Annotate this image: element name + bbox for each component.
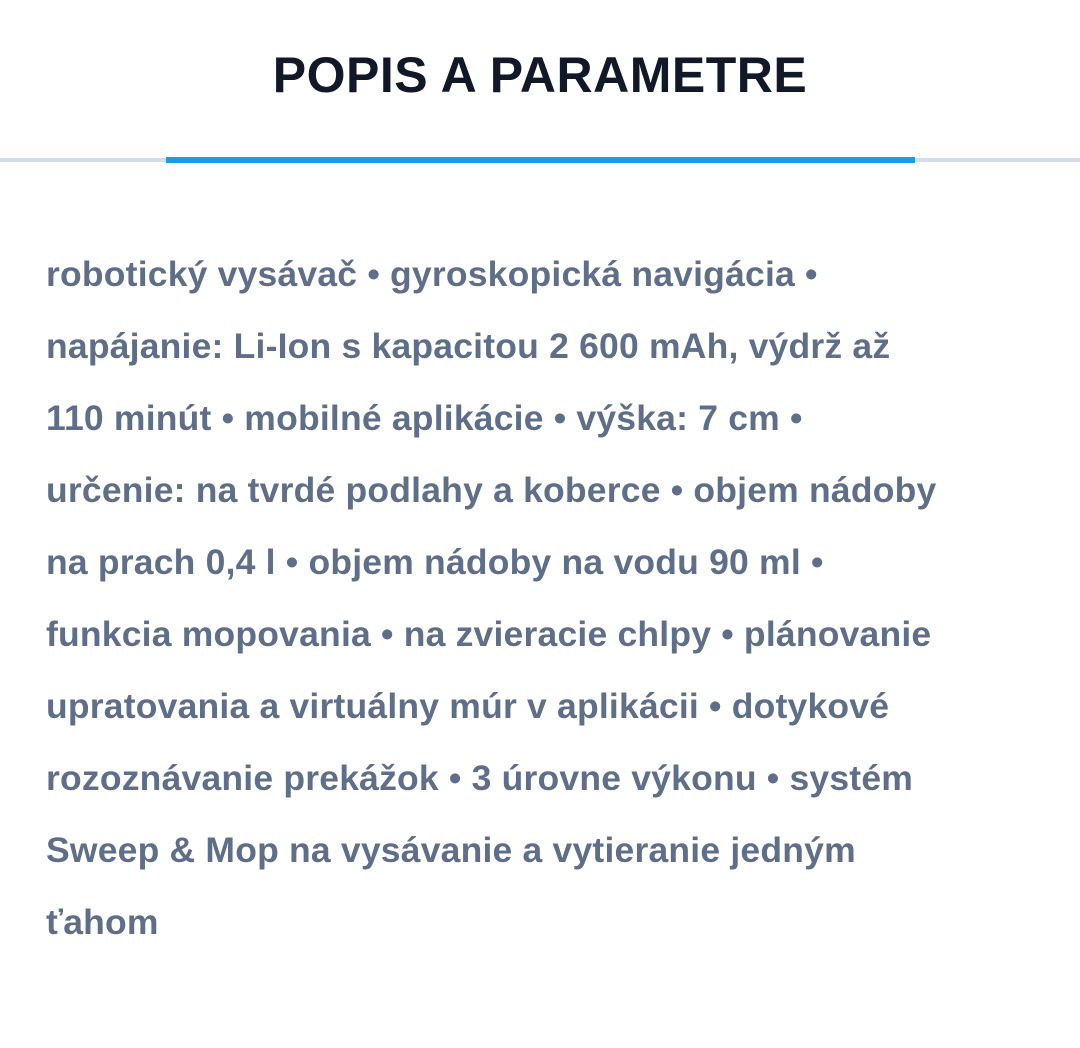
active-tab-indicator: [166, 157, 915, 163]
description-line: 110 minút • mobilné aplikácie • výška: 7 cm •: [46, 398, 803, 438]
product-description: [46, 238, 1046, 958]
section-header: [0, 0, 1080, 158]
description-line: určenie: na tvrdé podlahy a koberce • objem nádoby: [46, 470, 937, 510]
description-line: funkcia mopovania • na zvieracie chlpy • plánovanie: [46, 614, 932, 654]
section-title: POPIS A PARAMETRE: [272, 47, 808, 103]
description-line: napájanie: Li-Ion s kapacitou 2 600 mAh, výdrž až: [46, 326, 891, 366]
description-line: na prach 0,4 l • objem nádoby na vodu 90 ml •: [46, 542, 824, 582]
description-line: ťahom: [46, 902, 159, 942]
description-line: robotický vysávač • gyroskopická navigácia •: [46, 254, 818, 294]
description-line: Sweep & Mop na vysávanie a vytieranie jedným: [46, 830, 856, 870]
description-line: upratovania a virtuálny múr v aplikácii • dotykové: [46, 686, 890, 726]
description-line: rozoznávanie prekážok • 3 úrovne výkonu • systém: [46, 758, 914, 798]
